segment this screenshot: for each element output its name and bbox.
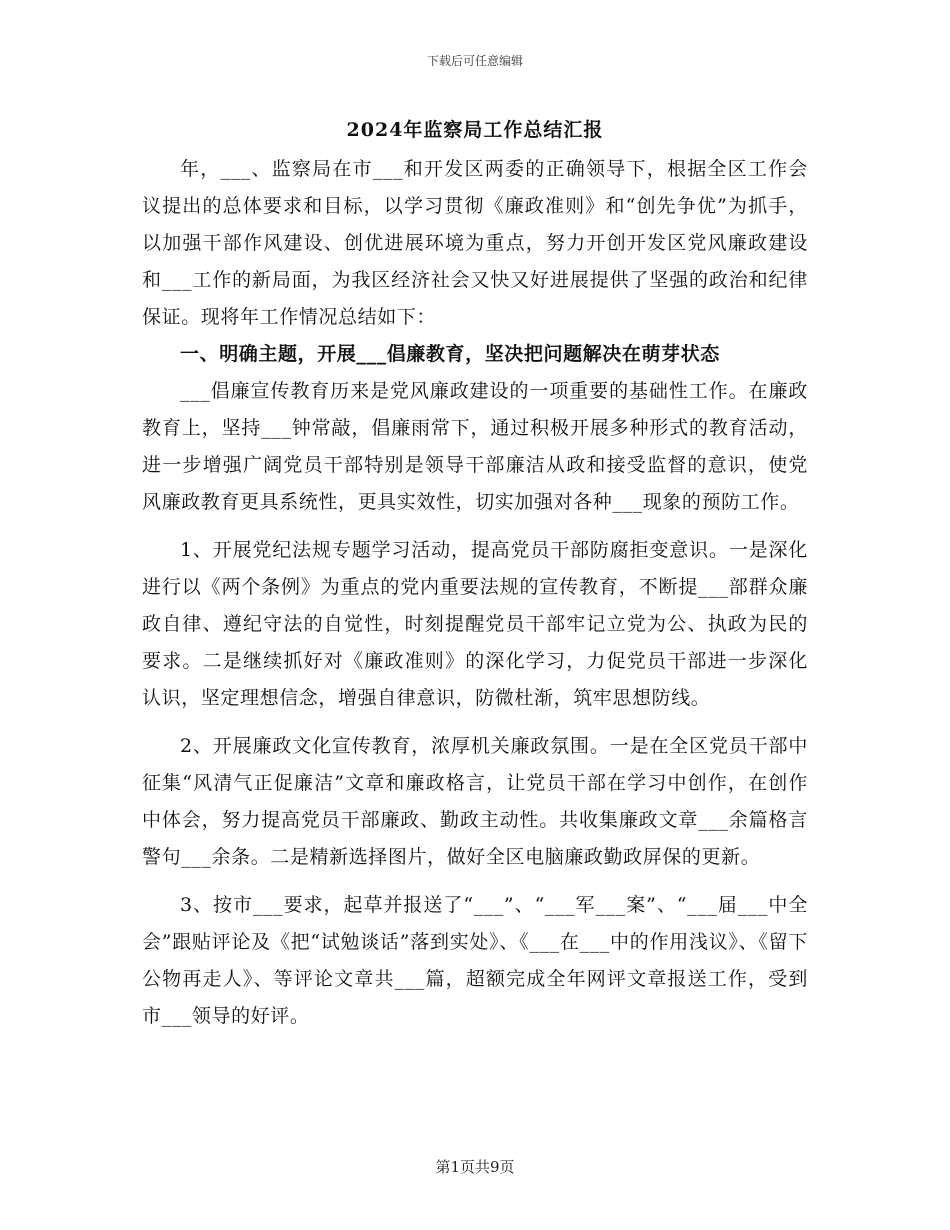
intro-paragraph: 年，___、监察局在市___和开发区两委的正确领导下，根据全区工作会议提出的总体要求和目标，以学习贯彻《廉政准则》和“创先争优”为抓手，以加强干部作风建设、创优进展环境为重点，努力开创开发区党风廉政建设和___工作的新局面，为我区经济社会又快又好进展提供了坚强的政治和纪律保证。现将年工作情况总结如下： bbox=[142, 158, 808, 328]
section-1-paragraph: ___倡廉宣传教育历来是党风廉政建设的一项重要的基础性工作。在廉政教育上，坚持___钟常敲，倡廉雨常下，通过积极开展多种形式的教育活动，进一步增强广阔党员干部特别是领导干部廉洁从政和接受监督的意识，使党风廉政教育更具系统性，更具实效性，切实加强对各种___现象的预防工作。 bbox=[142, 380, 808, 513]
item-2-paragraph: 2、开展廉政文化宣传教育，浓厚机关廉政氛围。一是在全区党员干部中征集“风清气正促廉洁”文章和廉政格言，让党员干部在学习中创作，在创作中体会，努力提高党员干部廉政、勤政主动性。共收集廉政文章___余篇格言警句___余条。二是精新选择图片，做好全区电脑廉政勤政屏保的更新。 bbox=[142, 735, 808, 868]
document-title: 2024年监察局工作总结汇报 bbox=[346, 119, 604, 141]
header-note: 下载后可任意编辑 bbox=[426, 54, 523, 68]
page-number-footer: 第1页共9页 bbox=[435, 1158, 515, 1176]
item-3-paragraph: 3、按市___要求，起草并报送了“___”、“___军___案”、“___届___中全会”跟贴评论及《把“试勉谈话”落到实处》、《___在___中的作用浅议》、《留下公物再走人》、等评论文章共___篇，超额完成全年网评文章报送工作，受到市___领导的好评。 bbox=[142, 894, 808, 1027]
item-1-paragraph: 1、开展党纪法规专题学习活动，提高党员干部防腐拒变意识。一是深化进行以《两个条例》为重点的党内重要法规的宣传教育，不断提___部群众廉政自律、遵纪守法的自觉性，时刻提醒党员干部牢记立党为公、执政为民的要求。二是继续抓好对《廉政准则》的深化学习，力促党员干部进一步深化认识，坚定理想信念，增强自律意识，防微杜渐，筑牢思想防线。 bbox=[142, 539, 808, 709]
document-body bbox=[142, 151, 808, 1035]
section-heading-1: 一、明确主题，开展___倡廉教育，坚决把问题解决在萌芽状态 bbox=[180, 343, 720, 365]
